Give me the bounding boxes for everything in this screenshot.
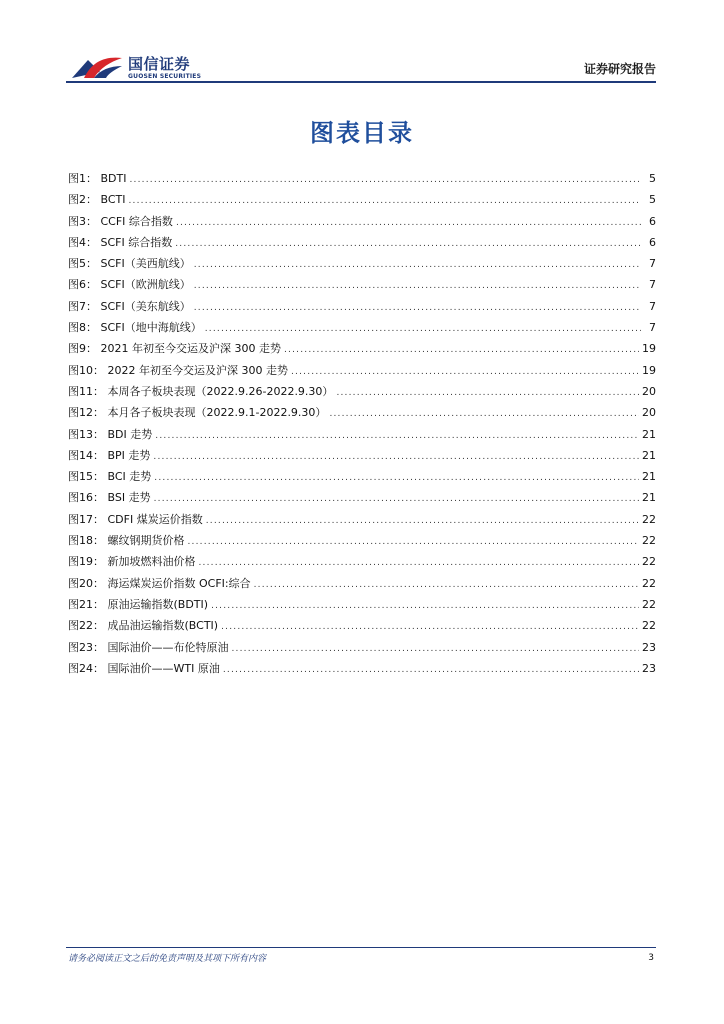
toc-entry-page: 7	[649, 321, 656, 335]
toc-dot-leader	[199, 558, 640, 568]
toc-entry[interactable]	[68, 276, 656, 297]
toc-dot-leader	[232, 644, 640, 654]
toc-dot-leader	[176, 218, 641, 228]
toc-entry[interactable]	[68, 489, 656, 510]
toc-entry-label: 图20： 海运煤炭运价指数 OCFI:综合	[68, 576, 251, 590]
toc-entry-page: 19	[642, 363, 656, 377]
toc-entry-page: 6	[649, 214, 656, 228]
toc-entry-label: 图9： 2021 年初至今交运及沪深 300 走势	[68, 342, 281, 356]
toc-entry-page: 7	[649, 299, 656, 313]
toc-entry[interactable]	[68, 319, 656, 340]
toc-entry-page: 22	[642, 512, 656, 526]
toc-entry-label: 图15： BCI 走势	[68, 470, 152, 484]
toc-dot-leader	[194, 281, 641, 291]
toc-entry-page: 23	[642, 640, 656, 654]
toc-entry[interactable]	[68, 170, 656, 191]
toc-entry-label: 图16： BSI 走势	[68, 491, 151, 505]
toc-entry-label: 图2： BCTI	[68, 193, 126, 207]
toc-dot-leader	[154, 473, 639, 483]
guosen-logo	[70, 52, 200, 84]
toc-dot-leader	[254, 580, 639, 590]
toc-entry-label: 图12： 本月各子板块表现（2022.9.1-2022.9.30）	[68, 406, 327, 420]
toc-entry[interactable]	[68, 596, 656, 617]
toc-entry[interactable]	[68, 213, 656, 234]
toc-dot-leader	[336, 388, 639, 398]
toc-entry[interactable]	[68, 383, 656, 404]
toc-dot-leader	[155, 431, 639, 441]
toc-entry-page: 7	[649, 257, 656, 271]
toc-entry-label: 图17： CDFI 煤炭运价指数	[68, 512, 203, 526]
toc-entry-page: 6	[649, 235, 656, 249]
toc-entry-label: 图19： 新加坡燃料油价格	[68, 555, 196, 569]
toc-entry[interactable]	[68, 191, 656, 212]
toc-dot-leader	[284, 345, 639, 355]
toc-entry[interactable]	[68, 660, 656, 681]
toc-dot-leader	[221, 622, 639, 632]
toc-entry[interactable]	[68, 340, 656, 361]
footer-divider	[66, 947, 656, 948]
toc-entry-page: 20	[642, 384, 656, 398]
toc-dot-leader	[223, 665, 639, 675]
toc-entry-page: 5	[649, 193, 656, 207]
toc-dot-leader	[188, 537, 640, 547]
toc-entry[interactable]	[68, 234, 656, 255]
toc-dot-leader	[194, 260, 641, 270]
toc-entry-page: 22	[642, 576, 656, 590]
logo-english-name: GUOSEN SECURITIES	[128, 73, 202, 80]
toc-dot-leader	[329, 409, 639, 419]
toc-entry-label: 图22： 成品油运输指数(BCTI)	[68, 619, 219, 633]
figure-table-of-contents	[68, 170, 656, 681]
toc-dot-leader	[175, 239, 641, 249]
page-title: 图表目录	[310, 119, 414, 147]
toc-dot-leader	[206, 516, 639, 526]
toc-entry-label: 图7： SCFI（美东航线）	[68, 299, 191, 313]
header-divider	[66, 81, 656, 83]
toc-entry[interactable]	[68, 404, 656, 425]
toc-entry[interactable]	[68, 553, 656, 574]
toc-entry-label: 图6： SCFI（欧洲航线）	[68, 278, 191, 292]
toc-entry-label: 图13： BDI 走势	[68, 427, 153, 441]
toc-dot-leader	[211, 601, 639, 611]
toc-entry-page: 5	[649, 172, 656, 185]
toc-entry[interactable]	[68, 617, 656, 638]
toc-dot-leader	[154, 494, 639, 504]
toc-entry-page: 21	[642, 491, 656, 505]
toc-dot-leader	[291, 367, 639, 377]
toc-entry-page: 20	[642, 406, 656, 420]
toc-entry-page: 7	[649, 278, 656, 292]
toc-entry[interactable]	[68, 447, 656, 468]
guosen-logo-mark-icon	[70, 52, 126, 82]
toc-dot-leader	[205, 324, 641, 334]
toc-entry-page: 22	[642, 619, 656, 633]
toc-entry-label: 图1： BDTI	[68, 172, 127, 185]
toc-entry-label: 图4： SCFI 综合指数	[68, 235, 173, 249]
toc-entry-page: 21	[642, 427, 656, 441]
page-header	[0, 0, 724, 90]
toc-entry-page: 22	[642, 597, 656, 611]
toc-dot-leader	[129, 196, 642, 206]
toc-dot-leader	[194, 303, 641, 313]
toc-entry[interactable]	[68, 511, 656, 532]
toc-entry-page: 22	[642, 555, 656, 569]
logo-chinese-name: 国信证券	[128, 55, 191, 73]
toc-entry-label: 图5： SCFI（美西航线）	[68, 257, 191, 271]
toc-entry[interactable]	[68, 255, 656, 276]
page-number: 3	[648, 953, 654, 963]
toc-entry-label: 图3： CCFI 综合指数	[68, 214, 173, 228]
toc-entry-page: 22	[642, 534, 656, 548]
toc-entry[interactable]	[68, 298, 656, 319]
toc-entry-page: 19	[642, 342, 656, 356]
toc-entry[interactable]	[68, 468, 656, 489]
toc-entry-page: 21	[642, 470, 656, 484]
report-type-label: 证券研究报告	[583, 62, 656, 76]
toc-entry-label: 图11： 本周各子板块表现（2022.9.26-2022.9.30）	[68, 384, 334, 398]
toc-entry[interactable]	[68, 426, 656, 447]
toc-entry-label: 图14： BPI 走势	[68, 448, 151, 462]
toc-entry-label: 图23： 国际油价——布伦特原油	[68, 640, 229, 654]
toc-entry-label: 图18： 螺纹钢期货价格	[68, 534, 185, 548]
toc-entry[interactable]	[68, 362, 656, 383]
toc-entry-label: 图21： 原油运输指数(BDTI)	[68, 597, 209, 611]
toc-entry-page: 21	[642, 448, 656, 462]
footer-disclaimer: 请务必阅读正文之后的免责声明及其项下所有内容	[68, 954, 267, 964]
toc-entry-label: 图24： 国际油价——WTI 原油	[68, 661, 220, 675]
toc-entry[interactable]	[68, 575, 656, 596]
toc-entry-label: 图8： SCFI（地中海航线）	[68, 321, 202, 335]
toc-dot-leader	[153, 452, 639, 462]
toc-dot-leader	[129, 175, 641, 185]
toc-entry[interactable]	[68, 639, 656, 660]
toc-entry-page: 23	[642, 661, 656, 675]
toc-entry-label: 图10： 2022 年初至今交运及沪深 300 走势	[68, 363, 288, 377]
toc-entry[interactable]	[68, 532, 656, 553]
